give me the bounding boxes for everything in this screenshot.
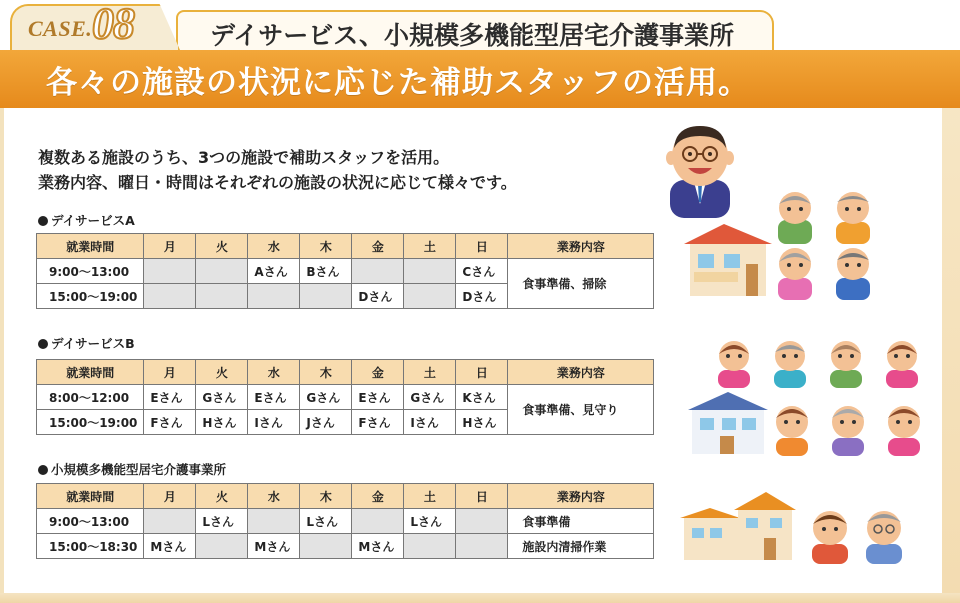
staff-cell: Bさん bbox=[300, 259, 352, 284]
staff-cell bbox=[248, 509, 300, 534]
staff-cell: Hさん bbox=[456, 410, 508, 435]
section-heading-b bbox=[38, 334, 135, 352]
staff-cell bbox=[404, 284, 456, 309]
schedule-table-a bbox=[36, 233, 654, 309]
table-header-row bbox=[37, 234, 654, 259]
schedule-table-c bbox=[36, 483, 654, 559]
table-row bbox=[37, 385, 654, 410]
staff-cell: Mさん bbox=[352, 534, 404, 559]
staff-cell: Fさん bbox=[352, 410, 404, 435]
col-mon: 月 bbox=[144, 484, 196, 509]
facility-c-illustration bbox=[680, 488, 930, 568]
section-title: デイサービスB bbox=[51, 336, 135, 351]
time-cell: 9:00〜13:00 bbox=[37, 259, 144, 284]
banner-title: 各々の施設の状況に応じた補助スタッフの活用。 bbox=[46, 65, 750, 101]
staff-cell: Fさん bbox=[144, 410, 196, 435]
col-wed: 水 bbox=[248, 484, 300, 509]
col-time: 就業時間 bbox=[37, 234, 144, 259]
col-sat: 土 bbox=[404, 484, 456, 509]
col-time: 就業時間 bbox=[37, 360, 144, 385]
col-fri: 金 bbox=[352, 484, 404, 509]
table-header-row bbox=[37, 360, 654, 385]
staff-cell: Gさん bbox=[404, 385, 456, 410]
bullet-icon bbox=[38, 216, 48, 226]
time-cell: 15:00〜18:30 bbox=[37, 534, 144, 559]
section-title: 小規模多機能型居宅介護事業所 bbox=[51, 462, 227, 477]
facility-a-illustration bbox=[684, 188, 904, 303]
bullet-icon bbox=[38, 339, 48, 349]
staff-cell bbox=[300, 534, 352, 559]
col-mon: 月 bbox=[144, 234, 196, 259]
time-cell: 15:00〜19:00 bbox=[37, 410, 144, 435]
section-heading-c bbox=[38, 460, 226, 478]
duty-cell: 施設内清掃作業 bbox=[508, 534, 654, 559]
facility-b-illustration bbox=[684, 334, 934, 459]
schedule-table-b bbox=[36, 359, 654, 435]
staff-cell: Iさん bbox=[248, 410, 300, 435]
staff-cell: Eさん bbox=[248, 385, 300, 410]
col-duty: 業務内容 bbox=[508, 484, 654, 509]
time-cell: 8:00〜12:00 bbox=[37, 385, 144, 410]
staff-cell: Kさん bbox=[456, 385, 508, 410]
staff-cell bbox=[196, 259, 248, 284]
staff-cell: Aさん bbox=[248, 259, 300, 284]
staff-cell: Eさん bbox=[352, 385, 404, 410]
col-wed: 水 bbox=[248, 360, 300, 385]
staff-cell bbox=[248, 284, 300, 309]
frame-left-border bbox=[0, 60, 4, 595]
staff-cell bbox=[196, 284, 248, 309]
col-fri: 金 bbox=[352, 234, 404, 259]
table-row bbox=[37, 534, 654, 559]
staff-cell bbox=[352, 259, 404, 284]
table-row bbox=[37, 259, 654, 284]
staff-cell: Gさん bbox=[300, 385, 352, 410]
table-row bbox=[37, 509, 654, 534]
staff-cell: Cさん bbox=[456, 259, 508, 284]
staff-cell bbox=[456, 534, 508, 559]
col-sat: 土 bbox=[404, 234, 456, 259]
col-thu: 木 bbox=[300, 234, 352, 259]
duty-cell: 食事準備、見守り bbox=[508, 385, 654, 435]
col-thu: 木 bbox=[300, 484, 352, 509]
staff-cell: Hさん bbox=[196, 410, 248, 435]
staff-cell: Dさん bbox=[352, 284, 404, 309]
staff-cell bbox=[456, 509, 508, 534]
staff-cell: Iさん bbox=[404, 410, 456, 435]
col-tue: 火 bbox=[196, 234, 248, 259]
subtitle: デイサービス、小規模多機能型居宅介護事業所 bbox=[210, 21, 735, 50]
col-mon: 月 bbox=[144, 360, 196, 385]
col-tue: 火 bbox=[196, 484, 248, 509]
staff-cell: Jさん bbox=[300, 410, 352, 435]
section-title: デイサービスA bbox=[51, 213, 135, 228]
staff-cell bbox=[144, 509, 196, 534]
case-label: CASE. bbox=[28, 16, 93, 41]
intro-line-1: 複数ある施設のうち、3つの施設で補助スタッフを活用。 bbox=[38, 148, 450, 167]
staff-cell: Lさん bbox=[404, 509, 456, 534]
staff-cell: Lさん bbox=[300, 509, 352, 534]
col-duty: 業務内容 bbox=[508, 234, 654, 259]
col-time: 就業時間 bbox=[37, 484, 144, 509]
col-thu: 木 bbox=[300, 360, 352, 385]
duty-cell: 食事準備 bbox=[508, 509, 654, 534]
case-number: 08 bbox=[92, 0, 134, 48]
col-fri: 金 bbox=[352, 360, 404, 385]
staff-cell bbox=[300, 284, 352, 309]
staff-cell bbox=[352, 509, 404, 534]
frame-bottom-border bbox=[0, 593, 960, 603]
staff-cell bbox=[144, 259, 196, 284]
col-duty: 業務内容 bbox=[508, 360, 654, 385]
staff-cell bbox=[404, 534, 456, 559]
staff-cell bbox=[196, 534, 248, 559]
col-sun: 日 bbox=[456, 484, 508, 509]
staff-cell: Mさん bbox=[248, 534, 300, 559]
frame-right-border bbox=[942, 60, 960, 595]
table-header-row bbox=[37, 484, 654, 509]
staff-cell: Gさん bbox=[196, 385, 248, 410]
col-sun: 日 bbox=[456, 360, 508, 385]
intro-line-2: 業務内容、曜日・時間はそれぞれの施設の状況に応じて様々です。 bbox=[38, 173, 517, 192]
duty-cell: 食事準備、掃除 bbox=[508, 259, 654, 309]
staff-cell: Dさん bbox=[456, 284, 508, 309]
time-cell: 15:00〜19:00 bbox=[37, 284, 144, 309]
intro-text bbox=[38, 145, 517, 195]
staff-cell: Eさん bbox=[144, 385, 196, 410]
section-heading-a bbox=[38, 211, 135, 229]
col-sat: 土 bbox=[404, 360, 456, 385]
staff-cell: Lさん bbox=[196, 509, 248, 534]
time-cell: 9:00〜13:00 bbox=[37, 509, 144, 534]
col-sun: 日 bbox=[456, 234, 508, 259]
bullet-icon bbox=[38, 465, 48, 475]
col-wed: 水 bbox=[248, 234, 300, 259]
staff-cell: Mさん bbox=[144, 534, 196, 559]
staff-cell bbox=[404, 259, 456, 284]
col-tue: 火 bbox=[196, 360, 248, 385]
staff-cell bbox=[144, 284, 196, 309]
